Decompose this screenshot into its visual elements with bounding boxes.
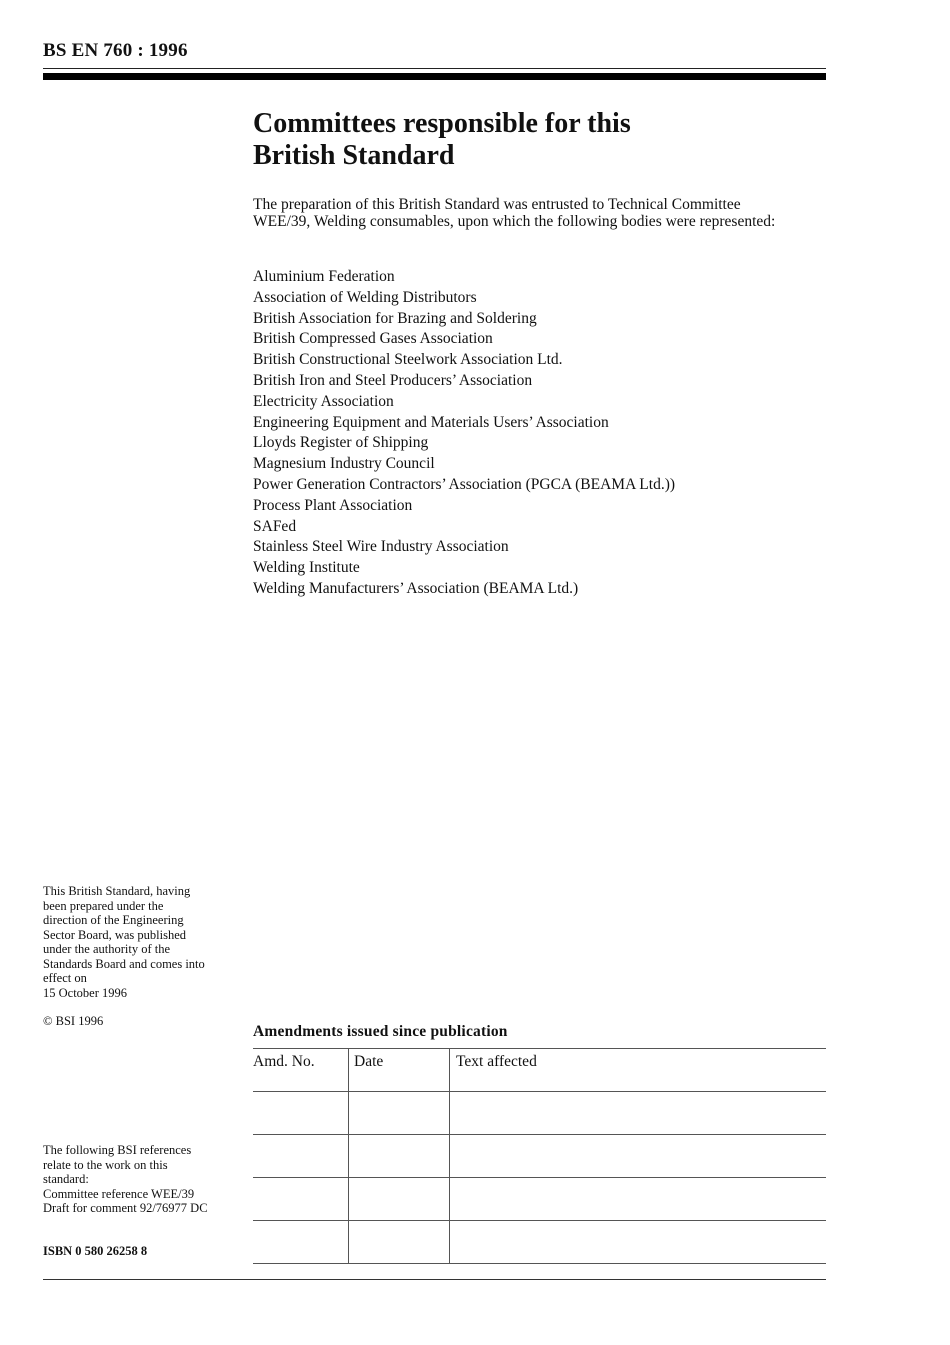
text-affected-cell bbox=[450, 1092, 827, 1135]
amd-no-cell bbox=[253, 1135, 349, 1178]
date-cell bbox=[349, 1178, 450, 1221]
authority-line: direction of the Engineering bbox=[43, 913, 184, 927]
authority-line: This British Standard, having bbox=[43, 884, 191, 898]
text-affected-cell bbox=[450, 1178, 827, 1221]
body-list-item: Process Plant Association bbox=[253, 496, 413, 514]
amd-no-cell bbox=[253, 1178, 349, 1221]
authority-line: under the authority of the bbox=[43, 942, 171, 956]
authority-line: effect on bbox=[43, 971, 87, 985]
intro-line-2: WEE/39, Welding consumables, upon which the following bodies were represented: bbox=[253, 213, 776, 230]
body-list-item: Welding Manufacturers’ Association (BEAMA Ltd.) bbox=[253, 579, 579, 597]
table-row bbox=[253, 1178, 826, 1221]
body-list-item: British Association for Brazing and Soldering bbox=[253, 309, 537, 327]
intro-paragraph bbox=[253, 196, 833, 230]
amd-no-cell bbox=[253, 1092, 349, 1135]
header-thick-rule bbox=[43, 73, 826, 80]
body-list-item: British Constructional Steelwork Association Ltd. bbox=[253, 351, 563, 369]
authority-line: Sector Board, was published bbox=[43, 927, 187, 942]
date-cell bbox=[349, 1221, 450, 1264]
committee-reference: Committee reference WEE/39 bbox=[43, 1186, 195, 1201]
body-list-item: Engineering Equipment and Materials Users’ Association bbox=[253, 413, 609, 431]
amendments-table bbox=[253, 1048, 826, 1264]
body-list-item: British Iron and Steel Producers’ Association bbox=[253, 371, 533, 389]
authority-line: been prepared under the bbox=[43, 898, 164, 913]
body-list-item: Stainless Steel Wire Industry Association bbox=[253, 538, 509, 556]
column-header-amd-no: Amd. No. bbox=[253, 1049, 349, 1092]
text-affected-cell bbox=[450, 1221, 827, 1264]
authority-line: Standards Board and comes into bbox=[43, 956, 205, 971]
body-list-item: Association of Welding Distributors bbox=[253, 288, 477, 306]
amendments-header-row bbox=[253, 1049, 826, 1092]
body-list-item: Magnesium Industry Council bbox=[253, 455, 435, 473]
header-thin-rule bbox=[43, 68, 826, 69]
bsi-references-note bbox=[43, 1143, 233, 1216]
represented-bodies-list bbox=[253, 267, 675, 600]
table-row bbox=[253, 1092, 826, 1135]
effective-date: 15 October 1996 bbox=[43, 985, 128, 1000]
body-list-item: British Compressed Gases Association bbox=[253, 330, 493, 348]
date-cell bbox=[349, 1092, 450, 1135]
draft-reference: Draft for comment 92/76977 DC bbox=[43, 1201, 208, 1215]
body-list-item: Electricity Association bbox=[253, 392, 394, 410]
intro-line-1: The preparation of this British Standard was entrusted to Technical Committee bbox=[253, 196, 741, 213]
body-list-item: Power Generation Contractors’ Association (PGCA (BEAMA Ltd.)) bbox=[253, 475, 676, 493]
reference-line: relate to the work on this bbox=[43, 1157, 168, 1172]
date-cell bbox=[349, 1135, 450, 1178]
table-row bbox=[253, 1221, 826, 1264]
amd-no-cell bbox=[253, 1221, 349, 1264]
isbn-number: ISBN 0 580 26258 8 bbox=[43, 1244, 148, 1258]
body-list-item: Lloyds Register of Shipping bbox=[253, 434, 429, 452]
document-id: BS EN 760 : 1996 bbox=[43, 40, 188, 61]
page-title bbox=[253, 108, 813, 172]
amendments-heading: Amendments issued since publication bbox=[253, 1023, 508, 1040]
text-affected-cell bbox=[450, 1135, 827, 1178]
body-list-item: Aluminium Federation bbox=[253, 268, 395, 285]
page-title-line-1: Committees responsible for this bbox=[253, 108, 631, 139]
reference-line: standard: bbox=[43, 1172, 89, 1186]
footer-rule bbox=[43, 1279, 826, 1280]
page-title-line-2: British Standard bbox=[253, 140, 455, 171]
reference-line: The following BSI references bbox=[43, 1143, 192, 1157]
column-header-text-affected: Text affected bbox=[450, 1049, 827, 1092]
column-header-date: Date bbox=[349, 1049, 450, 1092]
table-row bbox=[253, 1135, 826, 1178]
body-list-item: Welding Institute bbox=[253, 559, 360, 577]
body-list-item: SAFed bbox=[253, 517, 297, 535]
publication-authority-note bbox=[43, 884, 233, 1000]
copyright-notice: © BSI 1996 bbox=[43, 1014, 104, 1028]
